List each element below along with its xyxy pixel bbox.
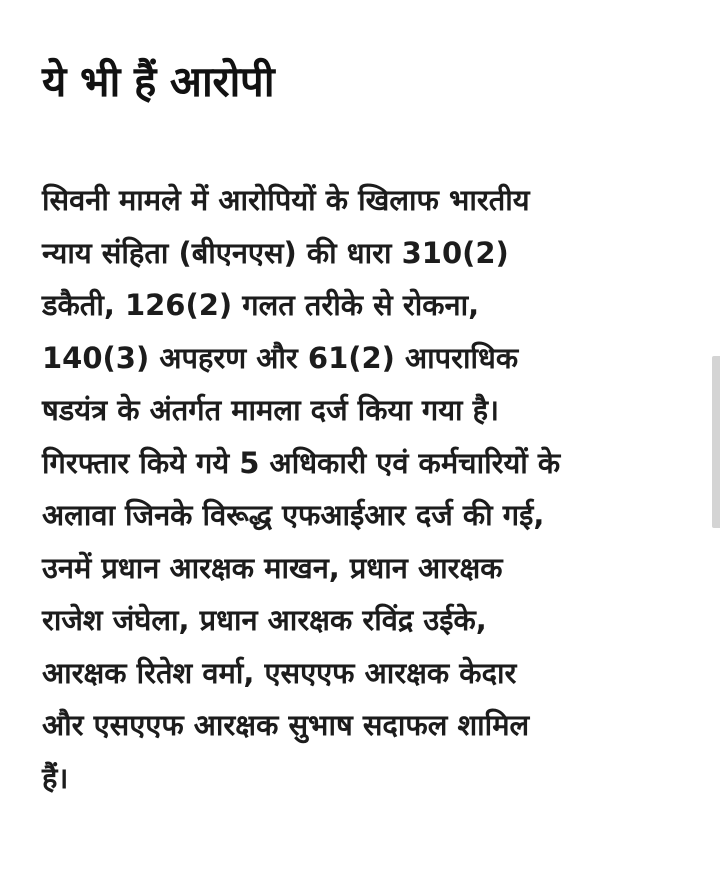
article-paragraph [42, 174, 692, 804]
paragraph-line: 140(3) अपहरण और 61(2) आपराधिक [42, 340, 519, 375]
paragraph-line: गिरफ्तार किये गये 5 अधिकारी एवं कर्मचारियों के [42, 445, 561, 480]
paragraph-line: डकैती, 126(2) गलत तरीके से रोकना, [42, 288, 480, 322]
paragraph-line: सिवनी मामले में आरोपियों के खिलाफ भारतीय [42, 183, 530, 217]
paragraph-line: हैं। [42, 760, 69, 795]
paragraph-line: उनमें प्रधान आरक्षक माखन, प्रधान आरक्षक [42, 550, 503, 585]
paragraph-line: अलावा जिनके विरूद्ध एफआईआर दर्ज की गई, [42, 498, 545, 532]
paragraph-line: न्याय संहिता (बीएनएस) की धारा 310(2) [42, 235, 509, 270]
scrollbar-thumb[interactable] [712, 356, 720, 528]
article [42, 0, 692, 804]
paragraph-line: षडयंत्र के अंतर्गत मामला दर्ज किया गया है। [42, 393, 500, 427]
article-heading: ये भी हैं आरोपी [42, 57, 275, 106]
paragraph-line: और एसएएफ आरक्षक सुभाष सदाफल शामिल [42, 708, 530, 742]
paragraph-line: राजेश जंघेला, प्रधान आरक्षक रविंद्र उईके, [42, 603, 487, 637]
paragraph-line: आरक्षक रितेश वर्मा, एसएएफ आरक्षक केदार [42, 655, 517, 690]
